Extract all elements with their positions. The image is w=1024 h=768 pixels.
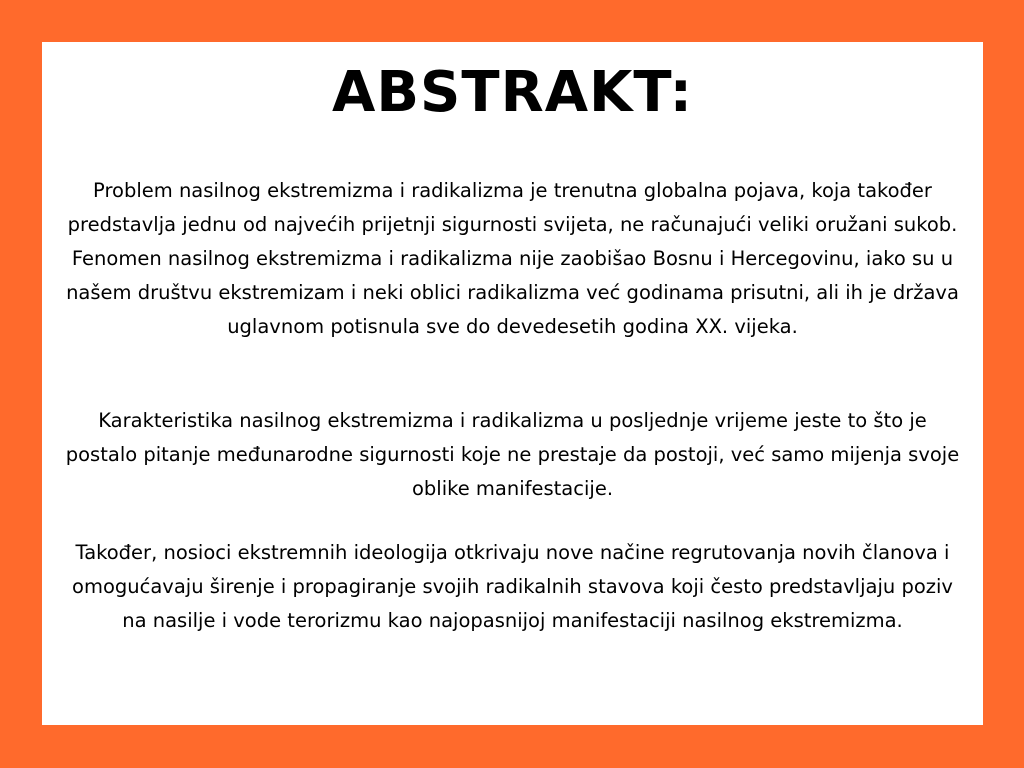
abstract-card <box>42 42 983 725</box>
abstract-paragraph-3: Također, nosioci ekstremnih ideologija otkrivaju nove načine regrutovanja novih članova i omogućavaju širenje i propagiranje svojih radikalnih stavova koji često predstavljaju poziv na nasilje i vode terorizmu kao najopasnijoj manifestaciji nasilnog ekstremizma. <box>72 541 953 632</box>
abstract-paragraph-2: Karakteristika nasilnog ekstremizma i radikalizma u posljednje vrijeme jeste to što je postalo pitanje međunarodne sigurnosti koje ne prestaje da postoji, već samo mijenja svoje oblike manifestacije. <box>65 409 960 500</box>
abstract-title: ABSTRAKT: <box>332 60 693 125</box>
abstract-paragraph-1: Problem nasilnog ekstremizma i radikalizma je trenutna globalna pojava, koja također predstavlja jednu od najvećih prijetnji sigurnosti svijeta, ne računajući veliki oružani sukob. Fenomen nasilnog ekstremizma i radikalizma nije zaobišao Bosnu i Hercegovinu, iako su u našem društvu ekstremizam i neki oblici radikalizma već godinama prisutni, ali ih je država uglavnom potisnula sve do devedesetih godina XX. vijeka. <box>66 179 959 338</box>
